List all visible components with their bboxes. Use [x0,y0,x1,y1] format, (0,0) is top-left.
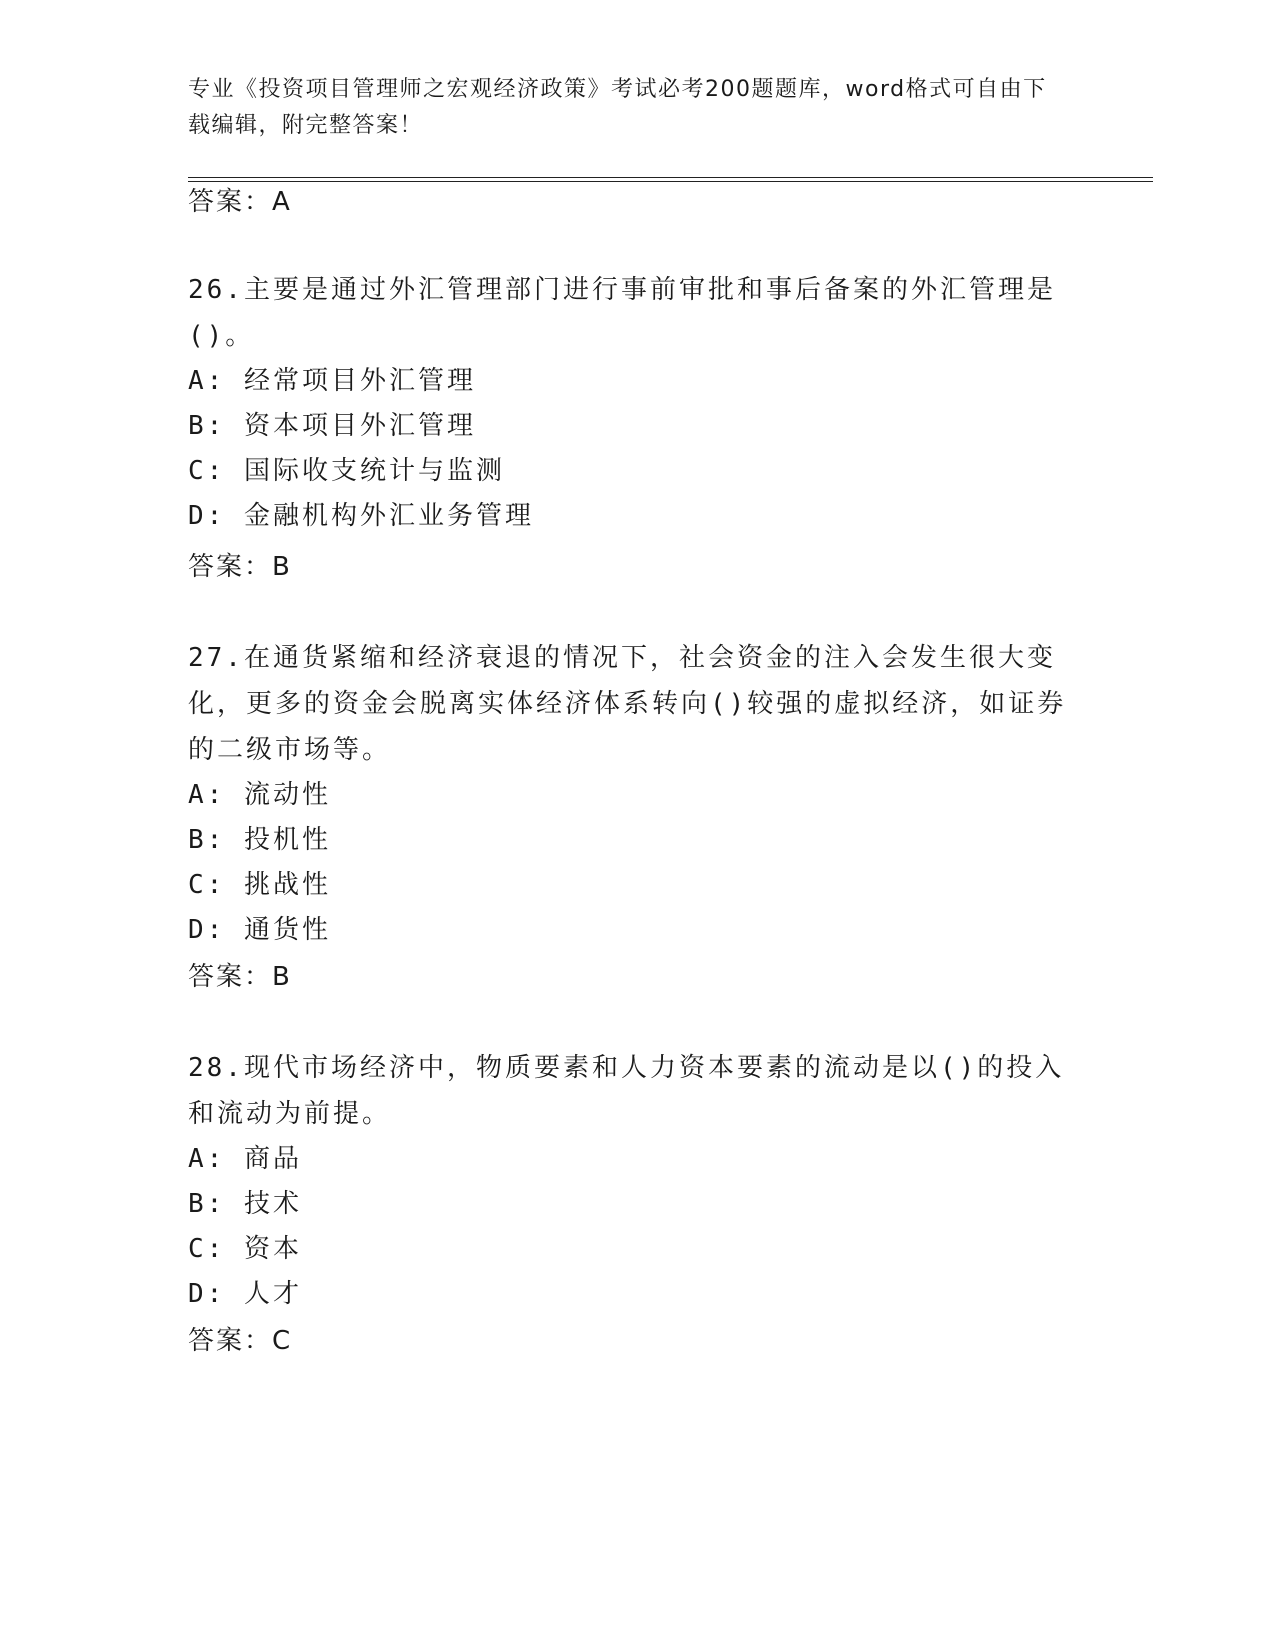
document-header [188,72,1068,144]
answer-label: 答案： [188,1326,273,1356]
option-c: C: 资本 [188,1234,302,1264]
option-d: D: 通货性 [188,915,331,945]
option-d: D: 人才 [188,1279,302,1309]
option-c: C: 挑战性 [188,870,331,900]
answer-label: 答案： [188,962,273,992]
option-a: A: 经常项目外汇管理 [188,366,476,396]
answer-label: 答案： [188,552,273,582]
answer-label: 答案： [188,187,273,217]
header-title: 专业《投资项目管理师之宏观经济政策》考试必考200题题库，word格式可自由下载编辑，附完整答案！ [188,77,1047,138]
option-b: B: 资本项目外汇管理 [188,411,476,441]
option-a: A: 流动性 [188,780,331,810]
option-b: B: 投机性 [188,825,331,855]
answer-value: B [272,962,291,992]
question-26 [188,267,1068,539]
option-a: A: 商品 [188,1144,302,1174]
answer-line-26 [188,547,291,587]
question-text: 26.主要是通过外汇管理部门进行事前审批和事后备案的外汇管理是()。 [188,275,1056,351]
question-27 [188,635,1068,953]
answer-value: B [272,552,291,582]
question-text: 27.在通货紧缩和经济衰退的情况下，社会资金的注入会发生很大变化，更多的资金会脱离实体经济体系转向()较强的虚拟经济，如证券的二级市场等。 [188,643,1067,765]
answer-value: A [272,187,291,217]
option-c: C: 国际收支统计与监测 [188,456,505,486]
answer-value: C [272,1326,292,1356]
answer-line-27 [188,957,291,997]
option-b: B: 技术 [188,1189,302,1219]
answer-line-28 [188,1321,291,1361]
question-text: 28.现代市场经济中，物质要素和人力资本要素的流动是以()的投入和流动为前提。 [188,1053,1065,1129]
question-28 [188,1045,1068,1317]
answer-line-previous [188,182,291,222]
header-divider-bottom [188,181,1153,182]
header-divider-top [188,177,1153,178]
option-d: D: 金融机构外汇业务管理 [188,501,534,531]
